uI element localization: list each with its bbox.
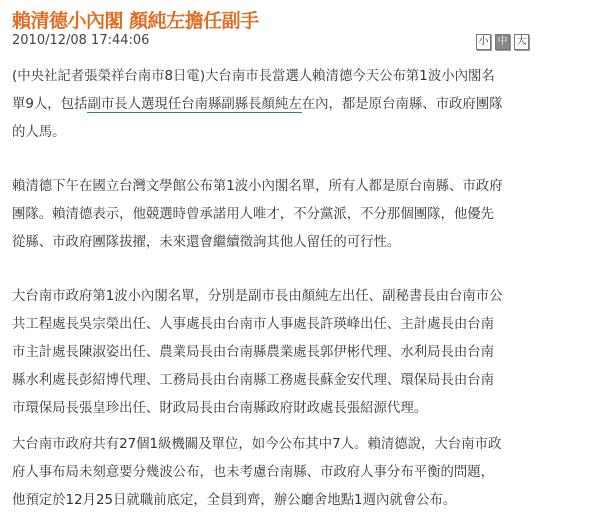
paragraph-line: 大台南市政府共有27個1級機關及單位，如今公布其中7人。賴清德說，大台南市政	[12, 437, 502, 452]
paragraph-1	[12, 63, 503, 147]
paragraph-line: 從縣、市政府團隊拔擢，未來還會繼續徵詢其他人留任的可行性。	[12, 235, 401, 250]
paragraph-4	[12, 431, 501, 515]
paragraph-line: (中央社記者張榮祥台南市8日電)大台南市長當選人賴清德今天公布第1波小內閣名	[12, 69, 495, 84]
paragraph-line: 縣水利處長彭紹博代理、工務局長由台南縣工務處長蘇金安代理、環保局長由台南	[12, 373, 495, 388]
paragraph-line: 府人事布局未刻意要分幾波公布，也未考慮台南縣、市政府人事分布平衡的問題，	[12, 465, 495, 480]
paragraph-line	[12, 91, 503, 119]
keyword-link-deputy-mayor[interactable]: 副市長人選現任	[87, 97, 182, 112]
paragraph-line: 市主計處長陳淑姿出任、農業局長由台南縣農業處長郭伊彬代理、水利局長由台南	[12, 345, 495, 360]
paragraph-line: 賴清德下午在國立台灣文學館公布第1波小內閣名單，所有人都是原台南縣、市政府	[12, 179, 503, 194]
font-size-medium-button[interactable]: 中	[495, 34, 510, 50]
font-size-controls	[476, 34, 529, 50]
font-size-small-button[interactable]: 小	[476, 34, 491, 50]
keyword-link-yen-chun-tso[interactable]: 台南縣副縣長顏純左	[181, 97, 302, 112]
paragraph-line: 大台南市政府第1波小內閣名單，分別是副市長由顏純左出任、副秘書長由台南市公	[12, 289, 503, 304]
paragraph-line: 市環保局長張皇珍出任、財政局長由台南縣政府財政處長張紹源代理。	[12, 401, 428, 416]
article-title: 賴清德小內閣 顏純左擔任副手	[12, 10, 259, 32]
paragraph-2	[12, 173, 503, 257]
paragraph-line: 共工程處長吳宗榮出任、人事處長由台南市人事處長許瑛峰出任、主計處長由台南	[12, 317, 495, 332]
paragraph-3	[12, 283, 503, 423]
paragraph-line: 團隊。賴清德表示，他競選時曾承諾用人唯才，不分黨派，不分那個團隊，他優先	[12, 207, 495, 222]
text: 在內，都是原台南縣、市政府團隊	[301, 97, 503, 112]
font-size-large-button[interactable]: 大	[514, 34, 529, 50]
text: 單9人，包括	[12, 97, 88, 112]
paragraph-line: 的人馬。	[12, 125, 66, 140]
paragraph-line: 他預定於12月25日就職前底定，全員到齊，辦公廳舍地點1週內就會公布。	[12, 493, 457, 508]
article-date: 2010/12/08 17:44:06	[12, 33, 150, 48]
